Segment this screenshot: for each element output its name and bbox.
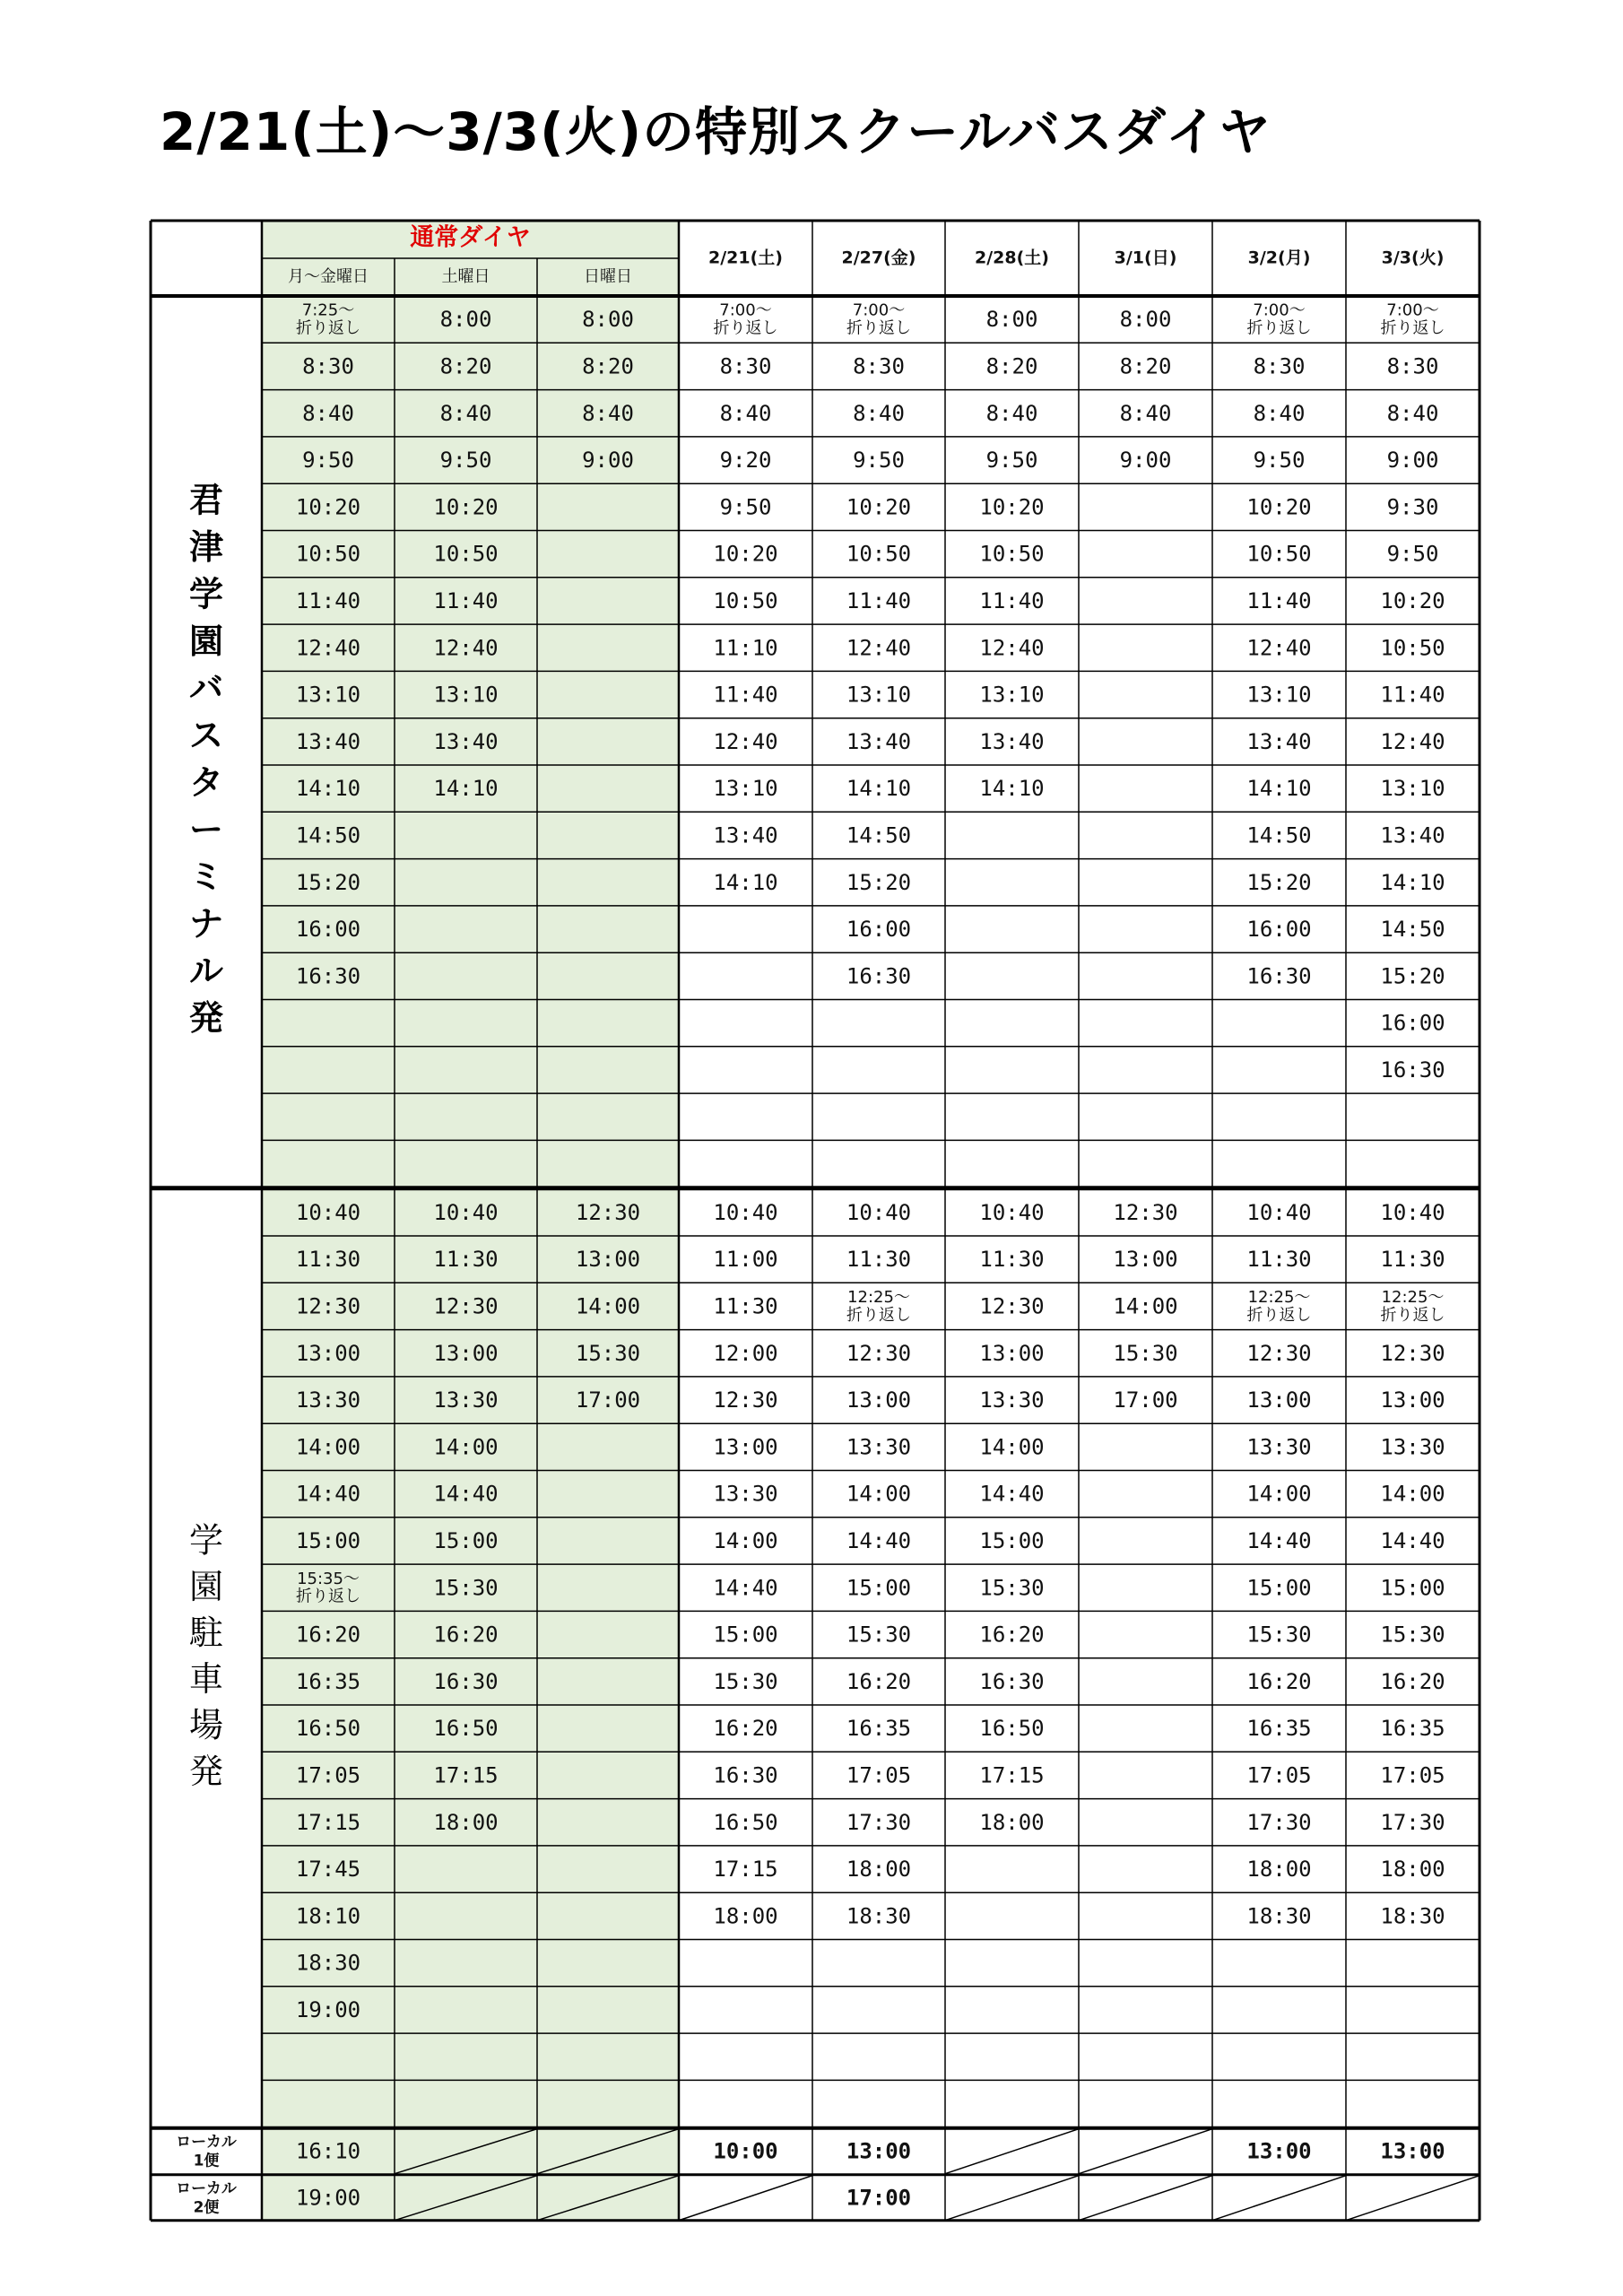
time-cell: 12:30 (846, 1340, 912, 1366)
time-cell: 18:00 (1246, 1857, 1312, 1883)
time-cell: 9:00 (1386, 448, 1439, 474)
column-header: 月～金曜日 (288, 267, 369, 286)
time-cell: 7:00～ (719, 300, 772, 320)
time-cell: 12:40 (1246, 635, 1312, 661)
local-time-cell: 17:00 (846, 2185, 912, 2211)
time-cell: 17:05 (1380, 1762, 1445, 1788)
time-cell: 10:20 (846, 494, 912, 520)
time-cell: 7:00～ (1386, 300, 1439, 320)
time-cell: 19:00 (295, 1996, 361, 2022)
time-cell: 14:00 (295, 1434, 361, 1460)
time-cell: 15:20 (295, 869, 361, 895)
section-label-char: バ (188, 668, 224, 709)
time-cell: 折り返し (846, 1305, 911, 1325)
time-cell: 18:00 (846, 1857, 912, 1883)
time-cell: 8:40 (985, 400, 1038, 426)
time-cell: 11:30 (295, 1247, 361, 1273)
time-cell: 18:00 (713, 1903, 778, 1929)
section-label-char: ー (188, 810, 224, 849)
time-cell: 7:00～ (1253, 300, 1306, 320)
local-time-cell: 13:00 (1246, 2138, 1312, 2164)
time-cell: 14:50 (295, 822, 361, 848)
time-cell: 10:50 (1246, 541, 1312, 567)
time-cell: 13:30 (713, 1481, 778, 1507)
time-cell: 折り返し (1380, 1305, 1445, 1325)
section-label-char: 津 (188, 527, 224, 567)
time-cell: 8:40 (1253, 400, 1306, 426)
time-cell: 12:30 (979, 1293, 1045, 1319)
time-cell: 折り返し (713, 318, 778, 338)
time-cell: 13:40 (979, 728, 1045, 754)
time-cell: 10:40 (1380, 1199, 1445, 1225)
time-cell: 16:20 (713, 1716, 778, 1742)
time-cell: 15:30 (433, 1575, 499, 1601)
time-cell: 12:40 (979, 635, 1045, 661)
time-cell: 8:30 (1386, 353, 1439, 379)
time-cell: 16:20 (1380, 1668, 1445, 1694)
time-cell: 15:30 (1246, 1622, 1312, 1648)
time-cell: 11:40 (295, 587, 361, 613)
time-cell: 15:20 (1380, 963, 1445, 989)
time-cell: 14:00 (1113, 1293, 1178, 1319)
time-cell: 18:30 (846, 1903, 912, 1929)
time-cell: 10:20 (713, 541, 778, 567)
time-cell: 12:40 (433, 635, 499, 661)
time-cell: 13:00 (846, 1387, 912, 1413)
time-cell: 17:05 (1246, 1762, 1312, 1788)
date-column-header: 3/2(月) (1247, 248, 1311, 268)
time-cell: 15:20 (1246, 869, 1312, 895)
time-cell: 8:20 (439, 353, 492, 379)
time-cell: 15:30 (846, 1622, 912, 1648)
time-cell: 16:20 (433, 1622, 499, 1648)
time-cell: 13:30 (1380, 1434, 1445, 1460)
local-time-cell: 10:00 (713, 2138, 778, 2164)
time-cell: 12:30 (1246, 1340, 1312, 1366)
time-cell: 16:00 (1246, 917, 1312, 943)
time-cell: 8:40 (582, 400, 634, 426)
time-cell: 16:20 (979, 1622, 1045, 1648)
time-cell: 13:00 (1246, 1387, 1312, 1413)
time-cell: 11:40 (433, 587, 499, 613)
time-cell: 16:30 (433, 1668, 499, 1694)
time-cell: 13:30 (295, 1387, 361, 1413)
time-cell: 15:00 (1246, 1575, 1312, 1601)
time-cell: 13:40 (295, 728, 361, 754)
time-cell: 10:50 (713, 587, 778, 613)
time-cell: 16:30 (846, 963, 912, 989)
time-cell: 12:40 (713, 728, 778, 754)
section-label-char: 園 (188, 622, 224, 661)
diagonal-slash (1346, 2176, 1480, 2221)
time-cell: 16:30 (1380, 1057, 1445, 1083)
time-cell: 12:30 (433, 1293, 499, 1319)
time-cell: 10:50 (846, 541, 912, 567)
time-cell: 13:30 (1246, 1434, 1312, 1460)
time-cell: 17:45 (295, 1857, 361, 1883)
time-cell: 15:00 (846, 1575, 912, 1601)
time-cell: 15:30 (575, 1340, 641, 1366)
time-cell: 折り返し (296, 318, 360, 338)
time-cell: 17:30 (1246, 1809, 1312, 1835)
section-label-char: 駐 (188, 1613, 224, 1653)
column-header: 土曜日 (441, 267, 490, 286)
time-cell: 13:00 (1113, 1247, 1178, 1273)
time-cell: 14:10 (433, 776, 499, 802)
time-cell: 8:20 (582, 353, 634, 379)
time-cell: 13:10 (433, 682, 499, 708)
time-cell: 8:40 (719, 400, 772, 426)
time-cell: 折り返し (1380, 318, 1445, 338)
time-cell: 15:30 (1380, 1622, 1445, 1648)
time-cell: 折り返し (1246, 318, 1312, 338)
time-cell: 13:40 (1380, 822, 1445, 848)
time-cell: 9:00 (582, 448, 634, 474)
time-cell: 12:40 (846, 635, 912, 661)
time-cell: 14:40 (713, 1575, 778, 1601)
section-label-char: タ (188, 762, 224, 803)
time-cell: 10:40 (1246, 1199, 1312, 1225)
time-cell: 9:50 (1386, 541, 1439, 567)
time-cell: 11:30 (979, 1247, 1045, 1273)
local-time-cell: 16:10 (295, 2138, 361, 2164)
time-cell: 8:00 (439, 307, 492, 333)
time-cell: 13:10 (295, 682, 361, 708)
section-label-char: 発 (188, 1752, 224, 1791)
time-cell: 14:10 (1246, 776, 1312, 802)
time-cell: 17:05 (846, 1762, 912, 1788)
time-cell: 10:20 (979, 494, 1045, 520)
section-label-char: 君 (188, 480, 224, 520)
section-label-char: ナ (188, 904, 224, 944)
time-cell: 8:00 (582, 307, 634, 333)
time-cell: 8:40 (1119, 400, 1172, 426)
page-title: 2/21(土)～3/3(火)の特別スクールバスダイヤ (160, 101, 1271, 162)
time-cell: 15:00 (713, 1622, 778, 1648)
time-cell: 13:10 (979, 682, 1045, 708)
time-cell: 12:30 (713, 1387, 778, 1413)
time-cell: 16:35 (1246, 1716, 1312, 1742)
time-cell: 16:20 (295, 1622, 361, 1648)
time-cell: 17:15 (713, 1857, 778, 1883)
time-cell: 14:40 (433, 1481, 499, 1507)
time-cell: 15:35～ (297, 1569, 360, 1588)
time-cell: 11:00 (713, 1247, 778, 1273)
local-row-label: 1便 (193, 2152, 220, 2170)
time-cell: 9:50 (719, 494, 772, 520)
time-cell: 17:15 (433, 1762, 499, 1788)
time-cell: 11:40 (846, 587, 912, 613)
time-cell: 折り返し (1246, 1305, 1312, 1325)
time-cell: 15:30 (1113, 1340, 1178, 1366)
time-cell: 18:00 (433, 1809, 499, 1835)
time-cell: 9:50 (985, 448, 1038, 474)
time-cell: 18:30 (1380, 1903, 1445, 1929)
time-cell: 16:20 (1246, 1668, 1312, 1694)
time-cell: 10:40 (979, 1199, 1045, 1225)
date-column-header: 2/27(金) (841, 248, 916, 268)
diagonal-slash (945, 2176, 1079, 2221)
time-cell: 16:50 (295, 1716, 361, 1742)
time-cell: 14:10 (1380, 869, 1445, 895)
time-cell: 11:30 (1246, 1247, 1312, 1273)
time-cell: 14:00 (846, 1481, 912, 1507)
time-cell: 16:30 (1246, 963, 1312, 989)
time-cell: 10:20 (1380, 587, 1445, 613)
date-column-header: 2/21(土) (708, 248, 783, 268)
time-cell: 11:40 (979, 587, 1045, 613)
time-cell: 8:30 (719, 353, 772, 379)
time-cell: 8:20 (985, 353, 1038, 379)
time-cell: 12:40 (295, 635, 361, 661)
time-cell: 17:00 (1113, 1387, 1178, 1413)
time-cell: 14:40 (1246, 1527, 1312, 1553)
time-cell: 13:10 (846, 682, 912, 708)
time-cell: 15:00 (979, 1527, 1045, 1553)
time-cell: 16:00 (846, 917, 912, 943)
time-cell: 16:35 (846, 1716, 912, 1742)
section-label-char: ス (188, 716, 224, 755)
time-cell: 16:30 (979, 1668, 1045, 1694)
time-cell: 9:00 (1119, 448, 1172, 474)
section-label-char: ル (188, 951, 224, 991)
time-cell: 8:30 (853, 353, 905, 379)
time-cell: 17:30 (846, 1809, 912, 1835)
time-cell: 13:30 (846, 1434, 912, 1460)
time-cell: 14:50 (846, 822, 912, 848)
time-cell: 16:50 (433, 1716, 499, 1742)
section-label-char: 園 (188, 1567, 224, 1606)
time-cell: 15:20 (846, 869, 912, 895)
section-label-char: 学 (188, 574, 224, 614)
time-cell: 13:30 (979, 1387, 1045, 1413)
time-cell: 10:40 (713, 1199, 778, 1225)
time-cell: 10:40 (846, 1199, 912, 1225)
time-cell: 7:00～ (852, 300, 906, 320)
time-cell: 9:50 (302, 448, 354, 474)
time-cell: 9:50 (439, 448, 492, 474)
time-cell: 14:10 (295, 776, 361, 802)
time-cell: 12:40 (1380, 728, 1445, 754)
time-cell: 13:00 (433, 1340, 499, 1366)
time-cell: 13:40 (1246, 728, 1312, 754)
time-cell: 12:25～ (1247, 1288, 1311, 1308)
time-cell: 15:00 (295, 1527, 361, 1553)
time-cell: 11:30 (1380, 1247, 1445, 1273)
time-cell: 13:00 (295, 1340, 361, 1366)
time-cell: 9:30 (1386, 494, 1439, 520)
regular-schedule-header: 通常ダイヤ (410, 223, 531, 252)
local-time-cell: 13:00 (1380, 2138, 1445, 2164)
time-cell: 折り返し (296, 1587, 360, 1606)
time-cell: 12:30 (1380, 1340, 1445, 1366)
diagonal-slash (1079, 2176, 1212, 2221)
time-cell: 18:10 (295, 1903, 361, 1929)
local-row-label: ローカル (176, 2179, 237, 2198)
time-cell: 13:00 (1380, 1387, 1445, 1413)
time-cell: 14:00 (433, 1434, 499, 1460)
time-cell: 15:00 (1380, 1575, 1445, 1601)
time-cell: 10:50 (433, 541, 499, 567)
time-cell: 10:20 (433, 494, 499, 520)
local-time-cell: 19:00 (295, 2185, 361, 2211)
time-cell: 12:25～ (1381, 1288, 1445, 1308)
time-cell: 11:40 (1246, 587, 1312, 613)
time-cell: 15:00 (433, 1527, 499, 1553)
time-cell: 10:40 (295, 1199, 361, 1225)
time-cell: 10:20 (1246, 494, 1312, 520)
diagonal-slash (1212, 2176, 1346, 2221)
time-cell: 8:30 (302, 353, 354, 379)
time-cell: 15:30 (979, 1575, 1045, 1601)
time-cell: 10:40 (433, 1199, 499, 1225)
local-time-cell: 13:00 (846, 2138, 912, 2164)
time-cell: 14:40 (846, 1527, 912, 1553)
time-cell: 14:40 (1380, 1527, 1445, 1553)
time-cell: 10:20 (295, 494, 361, 520)
time-cell: 11:40 (1380, 682, 1445, 708)
time-cell: 12:30 (575, 1199, 641, 1225)
time-cell: 18:30 (295, 1950, 361, 1976)
local-row-label: ローカル (176, 2133, 237, 2152)
time-cell: 14:50 (1380, 917, 1445, 943)
time-cell: 16:30 (713, 1762, 778, 1788)
column-header: 日曜日 (584, 267, 632, 286)
time-cell: 11:10 (713, 635, 778, 661)
time-cell: 13:10 (1246, 682, 1312, 708)
time-cell: 13:00 (979, 1340, 1045, 1366)
time-cell: 17:30 (1380, 1809, 1445, 1835)
time-cell: 8:00 (1119, 307, 1172, 333)
time-cell: 11:30 (433, 1247, 499, 1273)
time-cell: 14:00 (575, 1293, 641, 1319)
time-cell: 7:25～ (301, 300, 355, 320)
time-cell: 14:10 (713, 869, 778, 895)
time-cell: 13:00 (575, 1247, 641, 1273)
time-cell: 12:30 (1113, 1199, 1178, 1225)
time-cell: 12:25～ (847, 1288, 910, 1308)
time-cell: 17:00 (575, 1387, 641, 1413)
time-cell: 16:35 (295, 1668, 361, 1694)
time-cell: 11:30 (846, 1247, 912, 1273)
time-cell: 8:40 (302, 400, 354, 426)
section-label-char: 発 (188, 998, 224, 1038)
time-cell: 8:00 (985, 307, 1038, 333)
date-column-header: 3/1(日) (1114, 248, 1177, 268)
time-cell: 18:00 (979, 1809, 1045, 1835)
time-cell: 14:10 (846, 776, 912, 802)
time-cell: 17:05 (295, 1762, 361, 1788)
time-cell: 10:50 (1380, 635, 1445, 661)
time-cell: 12:30 (295, 1293, 361, 1319)
date-column-header: 2/28(土) (975, 248, 1049, 268)
time-cell: 13:10 (1380, 776, 1445, 802)
diagonal-slash (945, 2129, 1079, 2174)
time-cell: 17:15 (295, 1809, 361, 1835)
time-cell: 16:00 (1380, 1010, 1445, 1036)
time-cell: 14:00 (979, 1434, 1045, 1460)
time-cell: 10:50 (979, 541, 1045, 567)
section-label-char: 学 (188, 1520, 224, 1561)
time-cell: 13:40 (433, 728, 499, 754)
time-cell: 8:40 (439, 400, 492, 426)
time-cell: 14:50 (1246, 822, 1312, 848)
time-cell: 9:50 (1253, 448, 1306, 474)
date-column-header: 3/3(火) (1381, 248, 1445, 268)
time-cell: 14:00 (713, 1527, 778, 1553)
time-cell: 13:30 (433, 1387, 499, 1413)
section-label-char: 場 (188, 1705, 224, 1745)
time-cell: 16:50 (979, 1716, 1045, 1742)
time-cell: 16:35 (1380, 1716, 1445, 1742)
time-cell: 14:00 (1380, 1481, 1445, 1507)
time-cell: 13:40 (713, 822, 778, 848)
time-cell: 11:40 (713, 682, 778, 708)
time-cell: 8:30 (1253, 353, 1306, 379)
time-cell: 9:20 (719, 448, 772, 474)
time-cell: 16:50 (713, 1809, 778, 1835)
time-cell: 15:30 (713, 1668, 778, 1694)
time-cell: 8:20 (1119, 353, 1172, 379)
section-label-char: 車 (188, 1659, 224, 1699)
time-cell: 17:15 (979, 1762, 1045, 1788)
time-cell: 14:40 (295, 1481, 361, 1507)
time-cell: 16:30 (295, 963, 361, 989)
time-cell: 8:40 (1386, 400, 1439, 426)
section-label-char: ミ (188, 857, 224, 897)
diagonal-slash (1079, 2129, 1212, 2174)
time-cell: 9:50 (853, 448, 905, 474)
time-cell: 12:00 (713, 1340, 778, 1366)
time-cell: 13:00 (713, 1434, 778, 1460)
time-cell: 10:50 (295, 541, 361, 567)
time-cell: 18:30 (1246, 1903, 1312, 1929)
time-cell: 折り返し (846, 318, 911, 338)
time-cell: 11:30 (713, 1293, 778, 1319)
time-cell: 13:10 (713, 776, 778, 802)
time-cell: 16:20 (846, 1668, 912, 1694)
time-cell: 18:00 (1380, 1857, 1445, 1883)
time-cell: 13:40 (846, 728, 912, 754)
time-cell: 14:00 (1246, 1481, 1312, 1507)
time-cell: 8:40 (853, 400, 905, 426)
time-cell: 14:40 (979, 1481, 1045, 1507)
diagonal-slash (679, 2176, 812, 2221)
time-cell: 16:00 (295, 917, 361, 943)
time-cell: 14:10 (979, 776, 1045, 802)
local-row-label: 2便 (193, 2198, 220, 2217)
